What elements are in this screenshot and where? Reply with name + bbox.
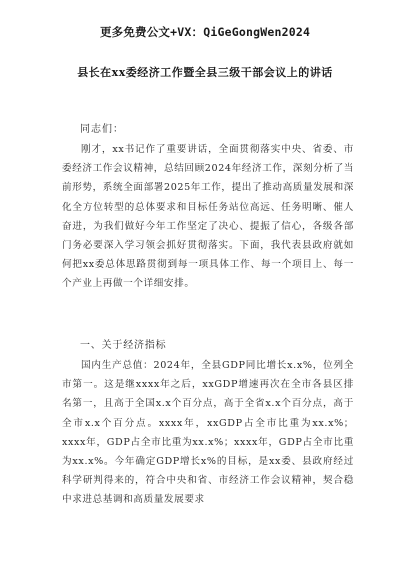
promo-header: 更多免费公文+VX：QiGeGongWen2024 <box>99 25 311 39</box>
section-heading-economic-indicators: 一、关于经济指标 <box>80 340 167 351</box>
page-title: 县长在xx委经济工作暨全县三级干部会议上的讲话 <box>77 66 333 79</box>
paragraph-intro: 刚才，xx书记作了重要讲话，全面贯彻落实中央、省委、市委经济工作会议精神，总结回顾2024年经济工作，深刻分析了当前形势，系统全面部署2025年工作，提出了推动高质量发展和深化全方位转型的总体要求和目标任务站位高远、任务明晰、催人奋进，为我们做好今年工作坚定了决心、提振了信心，各级各部门务必要深入学习领会抓好贯彻落实。下面，我代表县政府就如何把xx委总体思路贯彻到每一项具体工作、每一个项目上、每一个产业上再做一个详细安排。 <box>62 144 354 290</box>
paragraph-gdp: 国内生产总值：2024年，全县GDP同比增长x.x%，位列全市第一。这是继xxxx年之后，xxGDP增速再次在全市各县区排名第一，且高于全国x.x个百分点，高于全省x.x个百分点，高于全市x.x个百分点。xxxx年，xxGDP占全市比重为xx.x%；xxxx年，GDP占全市比重为xx.x%；xxxx年，GDP占全市比重为xx.x%。今年确定GDP增长x%的目标，是xx委、县政府经过科学研判得来的，符合中央和省、市经济工作会议精神，契合稳中求进总基调和高质量发展要求 <box>62 360 354 506</box>
salutation: 同志们： <box>80 124 124 135</box>
